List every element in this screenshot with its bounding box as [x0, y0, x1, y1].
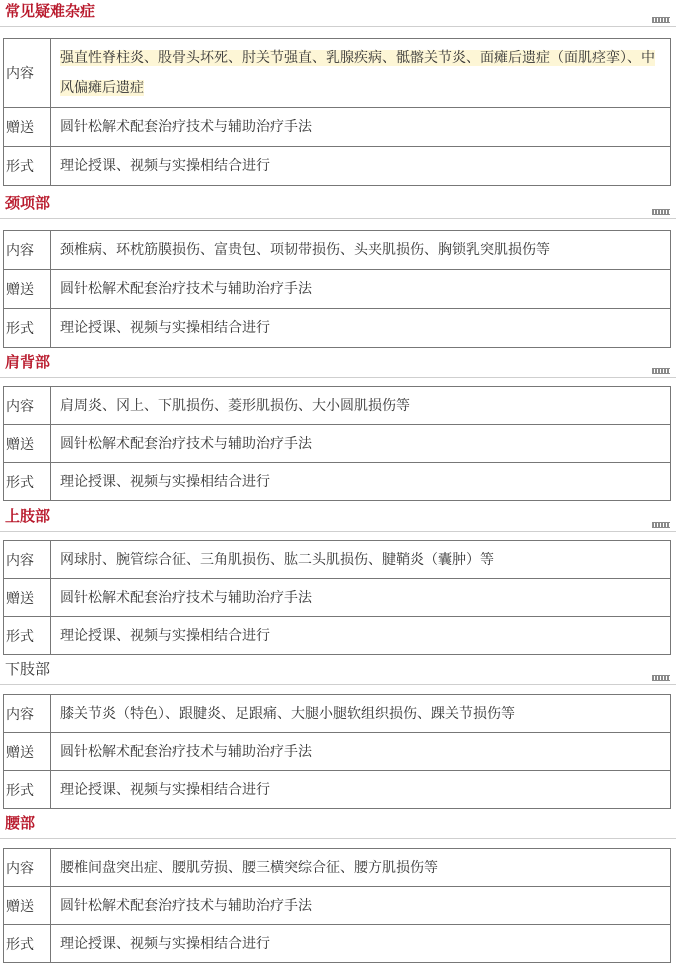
format-value: 理论授课、视频与实操相结合进行: [51, 463, 671, 501]
info-table: [3, 386, 671, 501]
format-label: 形式: [4, 309, 51, 348]
info-table: [3, 230, 671, 348]
content-value: [51, 39, 671, 108]
info-table: [3, 540, 671, 655]
section-title: 肩背部: [5, 353, 51, 371]
table-row-gift: [4, 887, 671, 925]
content-label: 内容: [4, 231, 51, 270]
content-value: 膝关节炎（特色）、跟腱炎、足跟痛、大腿小腿软组织损伤、踝关节损伤等: [51, 695, 671, 733]
gift-value: 圆针松解术配套治疗技术与辅助治疗手法: [51, 425, 671, 463]
table-row-format: [4, 147, 671, 186]
table-row-format: [4, 463, 671, 501]
content-label: 内容: [4, 695, 51, 733]
table-row-content: [4, 231, 671, 270]
info-table: [3, 38, 671, 186]
gift-value: 圆针松解术配套治疗技术与辅助治疗手法: [51, 108, 671, 147]
section-title: 颈项部: [5, 194, 51, 212]
more-icon[interactable]: [652, 675, 670, 681]
gift-label: 赠送: [4, 733, 51, 771]
format-value: 理论授课、视频与实操相结合进行: [51, 309, 671, 348]
section-title: 腰部: [5, 814, 36, 832]
gift-value: 圆针松解术配套治疗技术与辅助治疗手法: [51, 579, 671, 617]
table-row-gift: [4, 108, 671, 147]
info-table: [3, 694, 671, 809]
format-value: 理论授课、视频与实操相结合进行: [51, 771, 671, 809]
format-label: 形式: [4, 617, 51, 655]
gift-label: 赠送: [4, 425, 51, 463]
gift-label: 赠送: [4, 579, 51, 617]
content-text: 强直性脊柱炎、股骨头坏死、肘关节强直、乳腺疾病、骶髂关节炎、面瘫后遗症（面肌痉挛）、中风偏瘫后遗症: [60, 50, 655, 96]
content-value: 肩周炎、冈上、下肌损伤、菱形肌损伤、大小圆肌损伤等: [51, 387, 671, 425]
content-value: 网球肘、腕管综合征、三角肌损伤、肱二头肌损伤、腱鞘炎（囊肿）等: [51, 541, 671, 579]
table-row-format: [4, 617, 671, 655]
section-upper-limb: [0, 505, 676, 645]
section-header: [0, 505, 676, 532]
more-icon[interactable]: [652, 209, 670, 215]
more-icon[interactable]: [652, 368, 670, 374]
section-title: 下肢部: [5, 660, 51, 678]
section-waist: [0, 812, 676, 953]
section-header: [0, 351, 676, 378]
section-lower-limb: [0, 658, 676, 799]
section-title: 常见疑难杂症: [5, 2, 96, 20]
table-row-gift: [4, 579, 671, 617]
more-icon[interactable]: [652, 522, 670, 528]
gift-value: 圆针松解术配套治疗技术与辅助治疗手法: [51, 270, 671, 309]
gift-label: 赠送: [4, 270, 51, 309]
content-label: 内容: [4, 387, 51, 425]
section-shoulder-back: [0, 351, 676, 491]
section-header: [0, 812, 676, 839]
table-row-content: [4, 541, 671, 579]
format-value: 理论授课、视频与实操相结合进行: [51, 925, 671, 963]
content-value: 颈椎病、环枕筋膜损伤、富贵包、项韧带损伤、头夹肌损伤、胸锁乳突肌损伤等: [51, 231, 671, 270]
content-label: 内容: [4, 541, 51, 579]
section-neck: [0, 192, 676, 337]
table-row-content: [4, 39, 671, 108]
table-row-content: [4, 849, 671, 887]
content-value: 腰椎间盘突出症、腰肌劳损、腰三横突综合征、腰方肌损伤等: [51, 849, 671, 887]
format-value: 理论授课、视频与实操相结合进行: [51, 617, 671, 655]
gift-value: 圆针松解术配套治疗技术与辅助治疗手法: [51, 733, 671, 771]
table-row-format: [4, 309, 671, 348]
table-row-gift: [4, 733, 671, 771]
format-label: 形式: [4, 925, 51, 963]
format-label: 形式: [4, 463, 51, 501]
format-value: 理论授课、视频与实操相结合进行: [51, 147, 671, 186]
format-label: 形式: [4, 147, 51, 186]
gift-value: 圆针松解术配套治疗技术与辅助治疗手法: [51, 887, 671, 925]
table-row-gift: [4, 270, 671, 309]
gift-label: 赠送: [4, 108, 51, 147]
section-header: [0, 0, 676, 27]
section-title: 上肢部: [5, 507, 51, 525]
format-label: 形式: [4, 771, 51, 809]
info-table: [3, 848, 671, 963]
section-common-diseases: [0, 0, 676, 175]
table-row-format: [4, 925, 671, 963]
table-row-gift: [4, 425, 671, 463]
gift-label: 赠送: [4, 887, 51, 925]
table-row-content: [4, 695, 671, 733]
section-header: [0, 658, 676, 685]
more-icon[interactable]: [652, 17, 670, 23]
section-header: [0, 192, 676, 219]
table-row-content: [4, 387, 671, 425]
content-label: 内容: [4, 849, 51, 887]
table-row-format: [4, 771, 671, 809]
content-label: 内容: [4, 39, 51, 108]
